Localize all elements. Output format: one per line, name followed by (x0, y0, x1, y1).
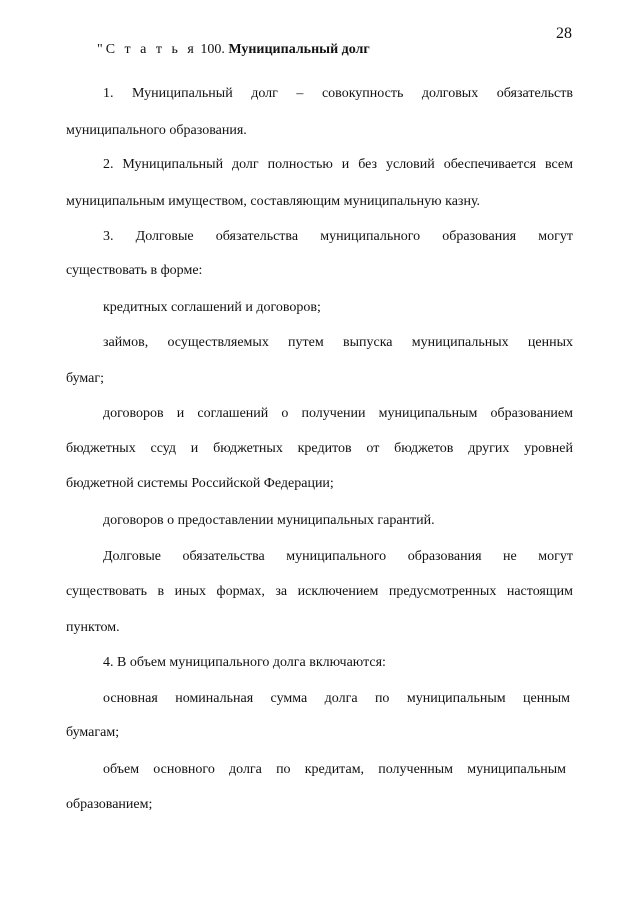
paragraph-line: 1. Муниципальный долг – совокупность долговых обязательств (103, 86, 573, 101)
list-item-line: объем основного долга по кредитам, полученным муниципальным (103, 762, 566, 777)
paragraph-line: 3. Долговые обязательства муниципального образования могут (103, 229, 573, 244)
paragraph-line: существовать в иных формах, за исключением предусмотренных настоящим (66, 584, 573, 599)
paragraph-line: пунктом. (66, 620, 120, 635)
list-item-line: бумаг; (66, 371, 105, 386)
list-item-line: образованием; (66, 797, 153, 812)
paragraph-line: Долговые обязательства муниципального образования не могут (103, 549, 573, 564)
list-item-line: бумагам; (66, 725, 120, 740)
article-title: Муниципальный долг (228, 42, 370, 57)
paragraph-line: муниципального образования. (66, 123, 247, 138)
paragraph-line: 2. Муниципальный долг полностью и без условий обеспечивается всем (103, 157, 573, 172)
paragraph-line: 4. В объем муниципального долга включаются: (103, 655, 386, 670)
list-item-line: кредитных соглашений и договоров; (103, 300, 321, 315)
article-heading (97, 40, 370, 60)
list-item-line: займов, осуществляемых путем выпуска муниципальных ценных (103, 335, 573, 350)
list-item-line: основная номинальная сумма долга по муниципальным ценным (103, 691, 570, 706)
paragraph-line: существовать в форме: (66, 263, 203, 278)
paragraph-line: муниципальным имуществом, составляющим муниципальную казну. (66, 194, 481, 209)
list-item-line: договоров и соглашений о получении муниципальным образованием (103, 406, 573, 421)
page-number: 28 (556, 25, 572, 42)
article-number: 100. (200, 42, 225, 57)
list-item-line: бюджетной системы Российской Федерации; (66, 476, 334, 491)
list-item-line: бюджетных ссуд и бюджетных кредитов от бюджетов других уровней (66, 441, 573, 456)
article-prefix: "С т а т ь я (97, 42, 197, 57)
list-item-line: договоров о предоставлении муниципальных гарантий. (103, 513, 435, 528)
